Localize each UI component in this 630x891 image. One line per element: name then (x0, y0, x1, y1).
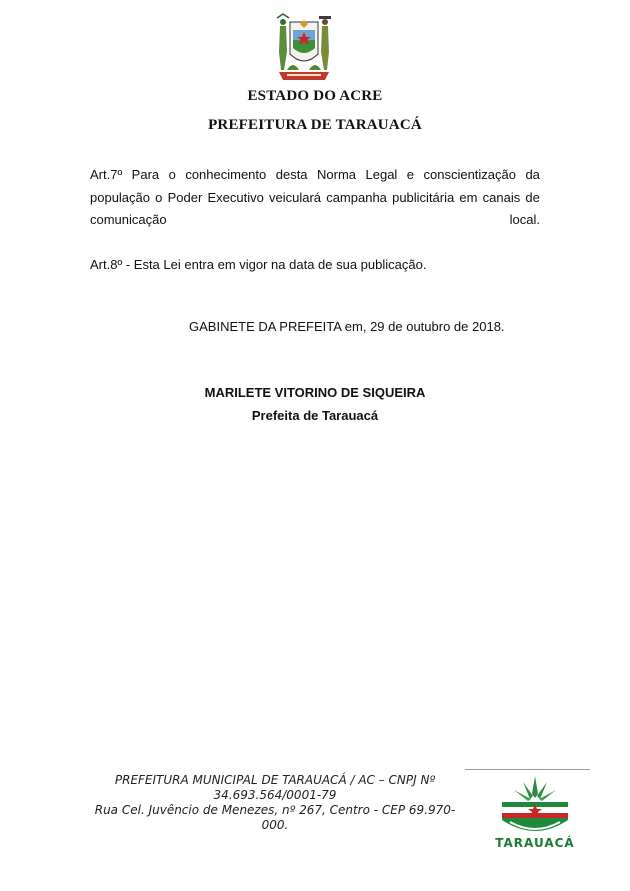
city-title: PREFEITURA DE TARAUACÁ (208, 117, 422, 133)
signer-name: MARILETE VITORINO DE SIQUEIRA (204, 385, 426, 400)
signature-date-line: GABINETE DA PREFEITA em, 29 de outubro de 2018. (189, 319, 505, 334)
word: em (459, 189, 478, 205)
article-7-line-3 (90, 209, 540, 232)
word: conhecimento (185, 167, 267, 182)
word: e (406, 167, 415, 182)
footer-line-2: 34.693.564/0001-79 (213, 788, 337, 802)
footer-line-4: 000. (261, 818, 289, 832)
word: o (155, 189, 163, 205)
word: Executivo (207, 189, 264, 205)
word: local. (509, 212, 540, 227)
article-7 (90, 164, 540, 232)
word: publicitária (392, 189, 455, 205)
logo-label: TARAUACÁ (495, 836, 575, 850)
footer-line-1: PREFEITURA MUNICIPAL DE TARAUACÁ / AC – CNPJ Nº (114, 773, 436, 787)
article-8-text: Esta Lei entra em vigor na data de sua publicação. (130, 257, 427, 272)
word: Legal (365, 167, 398, 182)
article-7-line-1 (90, 164, 540, 187)
footer-line-3: Rua Cel. Juvêncio de Menezes, nº 267, Centro - CEP 69.970- (94, 803, 456, 817)
word: desta (275, 167, 308, 182)
word: de (525, 189, 540, 205)
word: comunicação (90, 212, 167, 227)
word: canais (482, 189, 521, 205)
state-title: ESTADO DO ACRE (247, 88, 383, 104)
word: da (525, 167, 540, 182)
signer-role: Prefeita de Tarauacá (251, 408, 379, 423)
article-8-label: Art.8º - (90, 257, 131, 272)
word: conscientização (423, 167, 516, 182)
word: campanha (326, 189, 387, 205)
word: Norma (317, 167, 357, 182)
article-8 (90, 257, 426, 272)
word: Art.7º (90, 167, 123, 182)
article-7-line-2 (90, 187, 540, 210)
word: o (168, 167, 176, 182)
word: Poder (167, 189, 203, 205)
footer-address (90, 773, 460, 833)
word: população (90, 189, 150, 205)
word: veiculará (269, 189, 322, 205)
coat-of-arms-icon (273, 12, 335, 84)
footer-divider (465, 769, 590, 770)
word: Para (131, 167, 160, 182)
